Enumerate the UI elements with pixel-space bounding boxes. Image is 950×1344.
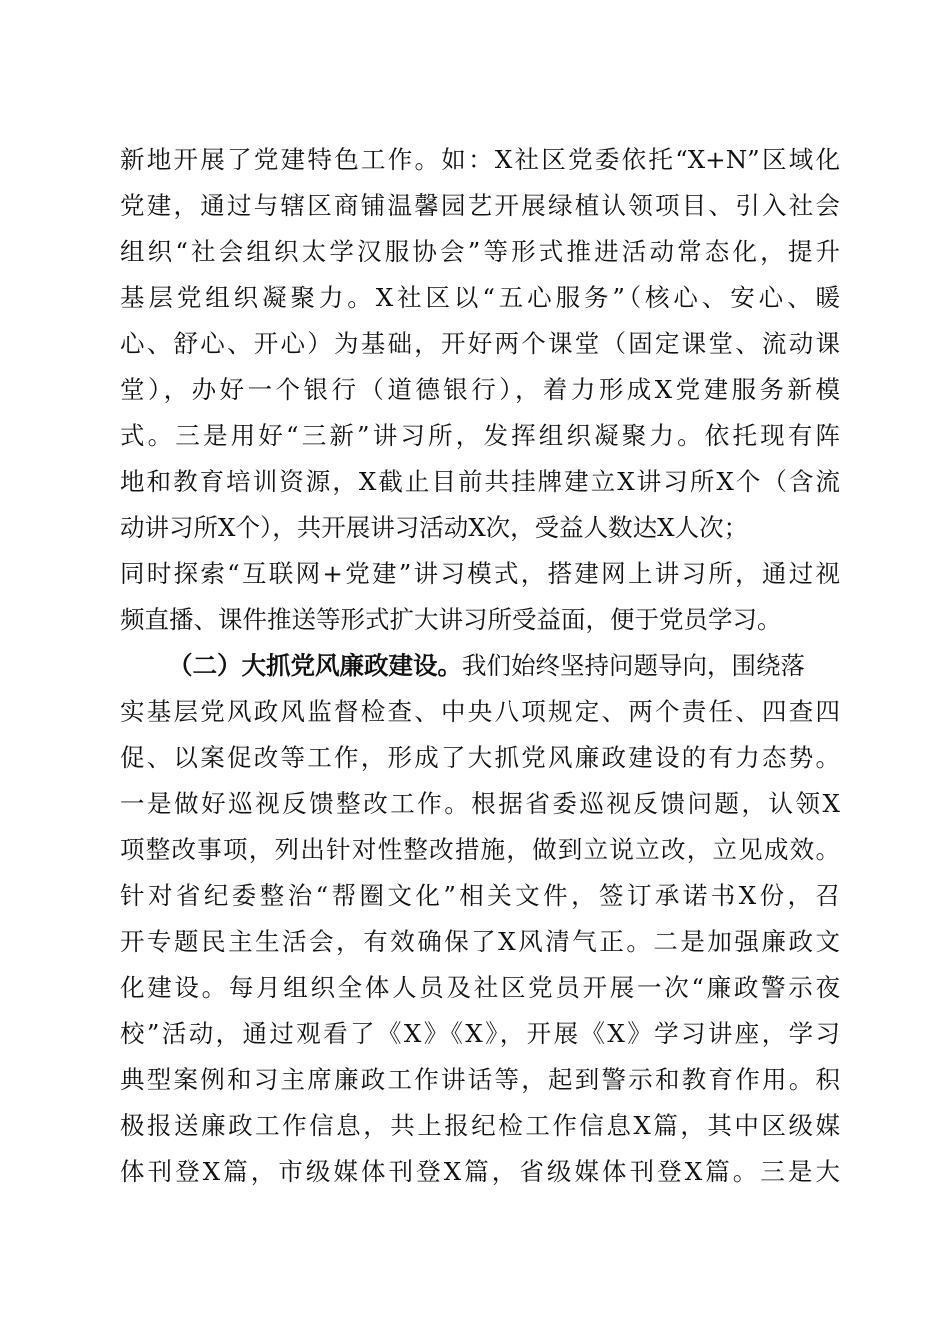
paragraph-line: 同时探索“互联网+党建”讲习模式，搭建网上讲习所，通过视 [120,559,840,588]
paragraph-line: 心、舒心、开心）为基础，开好两个课堂（固定课堂、流动课 [120,329,840,358]
paragraph-line: 一是做好巡视反馈整改工作。根据省委巡视反馈问题，认领X [120,789,840,818]
paragraph-line: 堂），办好一个银行（道德银行），着力形成X党建服务新模 [120,375,840,404]
paragraph-line: 体刊登X篇，市级媒体刊登X篇，省级媒体刊登X篇。三是大 [120,1157,840,1186]
section-heading-rest: 我们始终坚持问题导向，围绕落 [462,651,805,680]
paragraph-line: 基层党组织凝聚力。X社区以“五心服务”（核心、安心、暖 [120,283,840,312]
paragraph-line: 党建，通过与辖区商铺温馨园艺开展绿植认领项目、引入社会 [120,191,840,220]
paragraph-line: 化建设。每月组织全体人员及社区党员开展一次“廉政警示夜 [120,973,840,1002]
paragraph-line: 组织“社会组织太学汉服协会”等形式推进活动常态化，提升 [120,237,840,266]
paragraph-line: 动讲习所X个），共开展讲习活动X次，受益人数达X人次； [120,513,749,542]
section-heading-line [168,643,840,689]
section-heading: （二）大抓党风廉政建设。 [168,651,462,680]
paragraph-line: 新地开展了党建特色工作。如：X社区党委依托“X+N”区域化 [120,145,840,174]
paragraph-line: 针对省纪委整治“帮圈文化”相关文件，签订承诺书X份，召 [120,881,840,910]
paragraph-line: 式。三是用好“三新”讲习所，发挥组织凝聚力。依托现有阵 [120,421,840,450]
paragraph-line: 极报送廉政工作信息，共上报纪检工作信息X篇，其中区级媒 [120,1111,840,1140]
paragraph-line: 校”活动，通过观看了《X》《X》，开展《X》学习讲座，学习 [120,1019,840,1048]
paragraph-line: 典型案例和习主席廉政工作讲话等，起到警示和教育作用。积 [120,1065,840,1094]
paragraph-line: 地和教育培训资源，X截止目前共挂牌建立X讲习所X个（含流 [120,467,840,496]
paragraph-line: 频直播、课件推送等形式扩大讲习所受益面，便于党员学习。 [120,605,782,634]
paragraph-line: 促、以案促改等工作，形成了大抓党风廉政建设的有力态势。 [120,743,840,772]
paragraph-line: 项整改事项，列出针对性整改措施，做到立说立改，立见成效。 [120,835,840,864]
paragraph-line: 开专题民主生活会，有效确保了X风清气正。二是加强廉政文 [120,927,840,956]
paragraph-line: 实基层党风政风监督检查、中央八项规定、两个责任、四查四 [120,697,840,726]
